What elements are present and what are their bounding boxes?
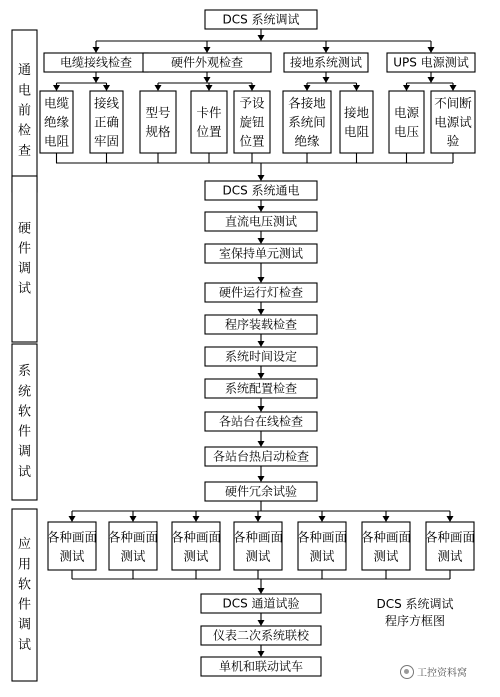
final-step-2: 仪表二次系统联校 bbox=[212, 628, 310, 643]
arrow-head bbox=[249, 85, 256, 91]
hardware-step-3: 室保持单元测试 bbox=[218, 246, 304, 261]
arrow-head bbox=[53, 85, 60, 91]
arrow-head bbox=[69, 516, 76, 522]
phase-label-1-char: 检 bbox=[17, 123, 32, 139]
check-item-line: 接地 bbox=[343, 105, 370, 120]
arrow-head bbox=[403, 85, 410, 91]
check-item-box bbox=[389, 91, 424, 153]
check-item-line: 电源试 bbox=[434, 114, 472, 130]
caption-line-1: DCS 系统调试 bbox=[376, 597, 454, 611]
arrow-head bbox=[428, 47, 435, 53]
check-item-box bbox=[140, 91, 176, 153]
group-title-3: 接地系统测试 bbox=[289, 55, 363, 70]
phase-label-3-char: 试 bbox=[17, 464, 32, 480]
app-test-line: 各种画面 bbox=[170, 529, 222, 545]
hardware-step-4: 硬件运行灯检查 bbox=[218, 285, 304, 300]
check-item-line: 电阻 bbox=[343, 124, 370, 139]
software-step-1: 系统时间设定 bbox=[224, 349, 298, 364]
phase-label-2-char: 硬 bbox=[17, 221, 32, 237]
software-step-5: 硬件冗余试验 bbox=[224, 484, 298, 499]
arrow-head bbox=[323, 47, 330, 53]
phase-label-4-box bbox=[12, 509, 37, 681]
app-test-line: 测试 bbox=[120, 548, 146, 564]
arrow-head bbox=[193, 516, 200, 522]
arrow-head bbox=[258, 588, 265, 594]
arrow-head bbox=[353, 85, 360, 91]
software-step-3: 各站台在线检查 bbox=[218, 414, 304, 429]
phase-label-2-char: 调 bbox=[17, 261, 32, 277]
arrow-head bbox=[103, 85, 110, 91]
watermark-text: 工控资料窝 bbox=[417, 668, 467, 679]
group-title-2: 硬件外观检查 bbox=[170, 55, 244, 70]
final-step-1: DCS 通道试验 bbox=[222, 596, 300, 611]
arrow-head bbox=[428, 77, 435, 83]
phase-label-3-char: 系 bbox=[17, 364, 32, 380]
watermark bbox=[400, 664, 467, 679]
app-test-line: 测试 bbox=[59, 548, 85, 564]
phase-label-1-char: 前 bbox=[17, 103, 32, 119]
check-item-box bbox=[191, 91, 227, 153]
app-test-line: 测试 bbox=[437, 548, 463, 564]
arrow-head bbox=[255, 516, 262, 522]
software-step-4: 各站台热启动检查 bbox=[212, 449, 310, 464]
arrow-head bbox=[130, 516, 137, 522]
arrow-head bbox=[258, 620, 265, 626]
phase-label-4-char: 应 bbox=[17, 537, 32, 553]
app-test-line: 测试 bbox=[183, 548, 209, 564]
arrow-head bbox=[383, 516, 390, 522]
arrow-head bbox=[258, 238, 265, 244]
check-item-line: 旋钮 bbox=[239, 114, 265, 130]
arrow-head bbox=[258, 406, 265, 412]
check-item-line: 验 bbox=[446, 133, 460, 149]
phase-label-4-char: 用 bbox=[17, 557, 32, 573]
phase-label-1-char: 电 bbox=[17, 83, 32, 99]
arrow-head bbox=[450, 85, 457, 91]
check-item-line: 绝缘 bbox=[43, 114, 70, 130]
hardware-step-1: DCS 系统通电 bbox=[222, 183, 300, 198]
final-step-3: 单机和联动试车 bbox=[218, 659, 304, 674]
phase-label-3-char: 件 bbox=[17, 424, 32, 440]
hardware-step-5: 程序装载检查 bbox=[224, 317, 298, 332]
check-item-line: 电阻 bbox=[43, 133, 70, 149]
arrow-head bbox=[258, 35, 265, 41]
check-item-line: 正确 bbox=[93, 114, 120, 130]
arrow-head bbox=[258, 476, 265, 482]
app-test-line: 各种画面 bbox=[296, 529, 348, 545]
check-item-line: 绝缘 bbox=[294, 133, 320, 149]
phase-label-1-char: 查 bbox=[17, 143, 32, 159]
phase-label-2-char: 件 bbox=[17, 241, 32, 257]
arrow-head bbox=[323, 77, 330, 83]
arrow-head bbox=[319, 516, 326, 522]
software-step-2: 系统配置检查 bbox=[224, 381, 298, 396]
phase-label-1-char: 通 bbox=[17, 63, 32, 79]
phase-label-4-char: 调 bbox=[17, 617, 32, 633]
app-test-line: 各种画面 bbox=[107, 529, 159, 545]
top-node: DCS 系统调试 bbox=[222, 12, 300, 27]
app-test-line: 测试 bbox=[309, 548, 335, 564]
arrow-head bbox=[204, 77, 211, 83]
check-item-line: 各接地 bbox=[288, 95, 326, 111]
app-test-line: 各种画面 bbox=[46, 529, 98, 545]
check-item-line: 系统间 bbox=[288, 114, 326, 130]
arrow-head bbox=[206, 85, 213, 91]
arrow-head bbox=[258, 373, 265, 379]
check-item-line: 不间断 bbox=[434, 95, 472, 111]
diagram-caption bbox=[360, 596, 470, 630]
check-item-line: 予设 bbox=[239, 95, 265, 111]
arrow-head bbox=[155, 85, 162, 91]
group-title-1: 电缆接线检查 bbox=[59, 55, 133, 70]
check-item-line: 电源 bbox=[393, 105, 420, 120]
check-item-line: 卡件 bbox=[196, 105, 222, 120]
phase-label-3-char: 调 bbox=[17, 444, 32, 460]
check-item-line: 电缆 bbox=[43, 95, 70, 111]
check-item-line: 型号 bbox=[145, 105, 171, 120]
arrow-head bbox=[258, 651, 265, 657]
phase-label-2-char: 试 bbox=[17, 281, 32, 297]
arrow-head bbox=[258, 309, 265, 315]
caption-line-2: 程序方框图 bbox=[384, 614, 445, 628]
arrow-head bbox=[258, 441, 265, 447]
phase-label-3-char: 统 bbox=[17, 384, 32, 400]
phase-label-2-box bbox=[12, 176, 37, 342]
group-title-4: UPS 电源测试 bbox=[393, 55, 469, 70]
app-test-line: 各种画面 bbox=[424, 529, 476, 545]
arrow-head bbox=[258, 175, 265, 181]
arrow-head bbox=[447, 516, 454, 522]
phase-label-4-char: 软 bbox=[17, 577, 32, 593]
app-test-line: 各种画面 bbox=[360, 529, 412, 545]
arrow-head bbox=[204, 47, 211, 53]
phase-label-4-char: 件 bbox=[17, 597, 32, 613]
check-item-line: 规格 bbox=[145, 124, 171, 139]
check-item-line: 牢固 bbox=[93, 133, 120, 149]
arrow-head bbox=[304, 85, 311, 91]
arrow-head bbox=[93, 77, 100, 83]
arrow-head bbox=[93, 47, 100, 53]
hardware-step-2: 直流电压测试 bbox=[224, 214, 298, 229]
check-item-line: 位置 bbox=[196, 124, 222, 139]
check-item-line: 电压 bbox=[393, 124, 420, 139]
check-item-line: 位置 bbox=[239, 133, 265, 149]
wechat-icon bbox=[400, 665, 414, 679]
check-item-line: 接线 bbox=[93, 95, 120, 111]
check-item-box bbox=[340, 91, 373, 153]
phase-label-3-char: 软 bbox=[17, 404, 32, 420]
arrow-head bbox=[258, 277, 265, 283]
arrow-head bbox=[258, 206, 265, 212]
app-test-line: 各种画面 bbox=[232, 529, 284, 545]
phase-label-4-char: 试 bbox=[17, 637, 32, 653]
arrow-head bbox=[258, 341, 265, 347]
app-test-line: 测试 bbox=[245, 548, 271, 564]
app-test-line: 测试 bbox=[373, 548, 399, 564]
